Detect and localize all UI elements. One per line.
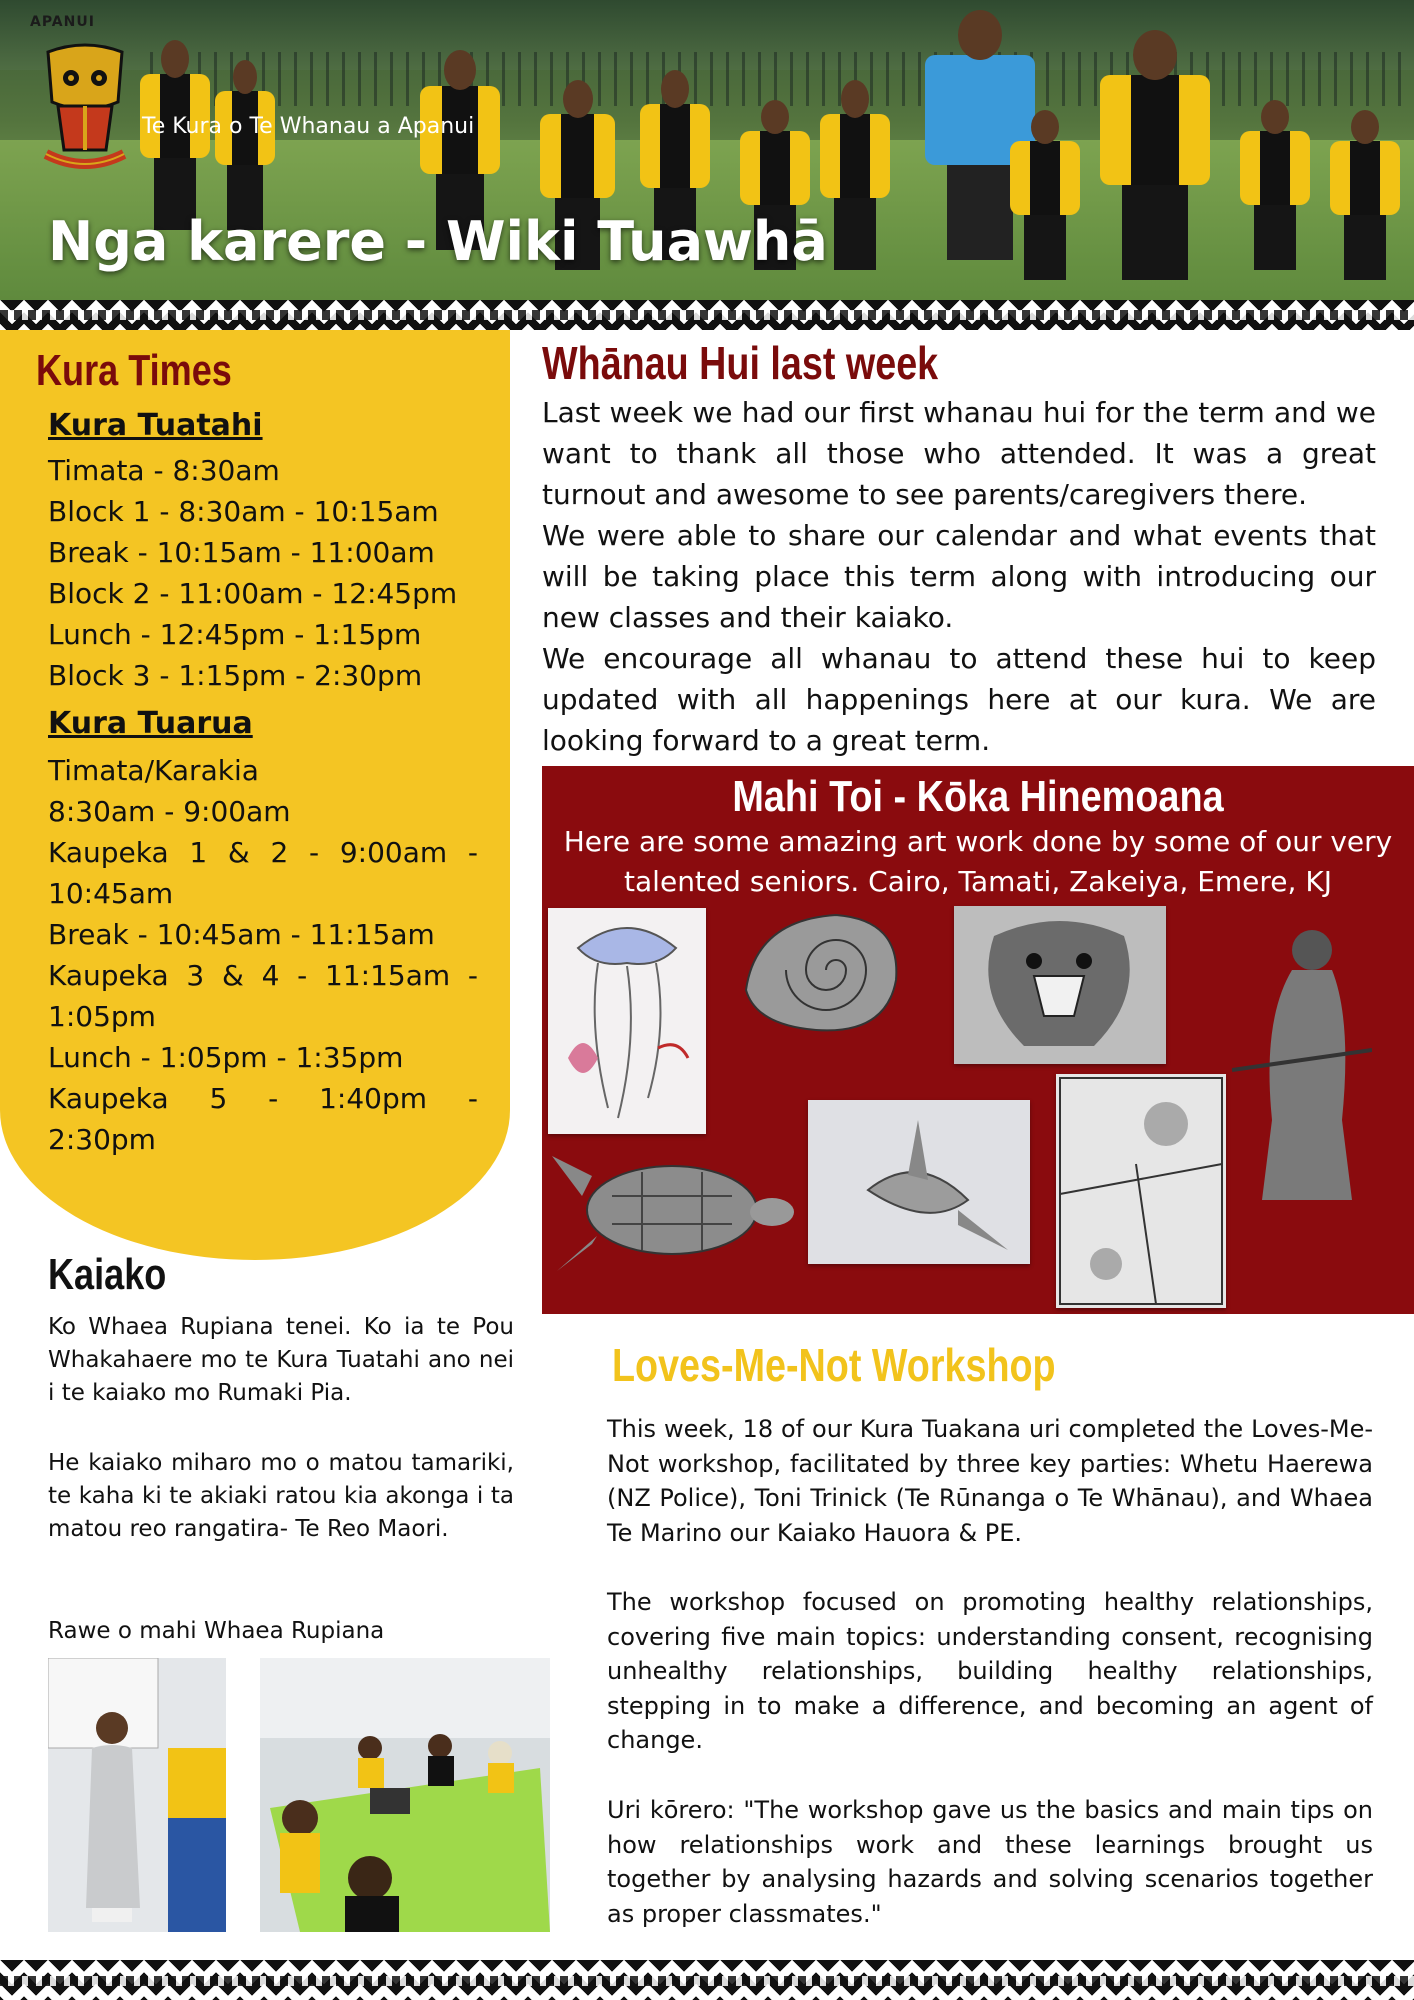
artwork-sea-turtle bbox=[808, 1100, 1030, 1264]
time-line: Kaupeka 1 & 2 - 9:00am - 10:45am bbox=[48, 836, 478, 910]
kura-times-heading: Kura Times bbox=[36, 346, 232, 395]
kura-tuarua-heading: Kura Tuarua bbox=[48, 706, 253, 741]
kura-tuatahi-times bbox=[48, 450, 457, 696]
photo-classroom bbox=[260, 1658, 550, 1932]
time-line: Lunch - 12:45pm - 1:15pm bbox=[48, 618, 422, 651]
page-title: Nga karere - Wiki Tuawhā bbox=[48, 210, 828, 273]
crest-lettering: APANUI bbox=[30, 14, 95, 30]
paragraph: The workshop focused on promoting healthy relationships, covering five main topics: understanding consent, recognising unhealthy relationships, building healthy relationships, stepping in to make a difference, and becoming an agent of change. bbox=[607, 1588, 1373, 1754]
time-line: Kaupeka 3 & 4 - 11:15am - 1:05pm bbox=[48, 959, 478, 1033]
footer-pattern-band bbox=[0, 1960, 1414, 2000]
time-line: 8:30am - 9:00am bbox=[48, 795, 291, 828]
artwork-shell bbox=[736, 900, 908, 1040]
artwork-manga bbox=[1056, 1074, 1226, 1308]
school-crest-icon bbox=[38, 42, 132, 182]
artwork-creature bbox=[954, 906, 1166, 1064]
paragraph: He kaiako miharo mo o matou tamariki, te kaha ki te akiaki ratou kia akonga i ta matou reo rangatira- Te Reo Maori. bbox=[48, 1450, 514, 1542]
photo-caption: Rawe o mahi Whaea Rupiana bbox=[48, 1618, 385, 1644]
time-line: Timata/Karakia bbox=[48, 754, 259, 787]
kaiako-heading: Kaiako bbox=[48, 1250, 167, 1299]
time-line: Block 1 - 8:30am - 10:15am bbox=[48, 495, 439, 528]
artwork-jellyfish bbox=[548, 908, 706, 1134]
time-line: Break - 10:15am - 11:00am bbox=[48, 536, 435, 569]
mahi-toi-heading: Mahi Toi - Kōka Hinemoana bbox=[732, 772, 1224, 821]
time-line: Kaupeka 5 - 1:40pm - 2:30pm bbox=[48, 1082, 478, 1156]
kura-tuarua-times bbox=[48, 750, 478, 1160]
time-line: Lunch - 1:05pm - 1:35pm bbox=[48, 1041, 404, 1074]
school-name: Te Kura o Te Whanau a Apanui bbox=[142, 114, 475, 139]
time-line: Break - 10:45am - 11:15am bbox=[48, 918, 435, 951]
whanau-hui-heading: Whānau Hui last week bbox=[542, 337, 939, 389]
paragraph: This week, 18 of our Kura Tuakana uri completed the Loves-Me-Not workshop, facilitated by three key parties: Whetu Haerewa (NZ Police), Toni Trinick (Te Rūnanga o Te Whānau), and Whaea Te Marino our Kaiako Hauora & PE. bbox=[607, 1415, 1373, 1547]
time-line: Block 2 - 11:00am - 12:45pm bbox=[48, 577, 458, 610]
artwork-turtle bbox=[552, 1146, 800, 1274]
loves-me-not-heading: Loves-Me-Not Workshop bbox=[612, 1339, 1056, 1391]
paragraph: Uri kōrero: "The workshop gave us the basics and main tips on how relationships work and these learnings brought us together by analysing hazards and solving scenarios together as proper classmates." bbox=[607, 1796, 1373, 1928]
artwork-samurai bbox=[1232, 920, 1372, 1206]
time-line: Block 3 - 1:15pm - 2:30pm bbox=[48, 659, 423, 692]
mahi-toi-body: Here are some amazing art work done by some of our very talented seniors. Cairo, Tamati, Zakeiya, Emere, KJ bbox=[563, 825, 1393, 898]
time-line: Timata - 8:30am bbox=[48, 454, 280, 487]
kura-tuatahi-heading: Kura Tuatahi bbox=[48, 408, 263, 443]
photo-teacher bbox=[48, 1658, 226, 1932]
paragraph: We were able to share our calendar and what events that will be taking place this term along with introducing our new classes and their kaiako. bbox=[542, 519, 1376, 634]
whanau-hui-body bbox=[542, 392, 1376, 761]
paragraph: We encourage all whanau to attend these hui to keep updated with all happenings here at our kura. We are looking forward to a great term. bbox=[542, 642, 1376, 757]
paragraph: Ko Whaea Rupiana tenei. Ko ia te Pou Whakahaere mo te Kura Tuatahi ano nei i te kaiako mo Rumaki Pia. bbox=[48, 1314, 514, 1406]
paragraph: Last week we had our first whanau hui for the term and we want to thank all those who attended. It was a great turnout and awesome to see parents/caregivers there. bbox=[542, 396, 1376, 511]
header-pattern-band bbox=[0, 300, 1414, 330]
